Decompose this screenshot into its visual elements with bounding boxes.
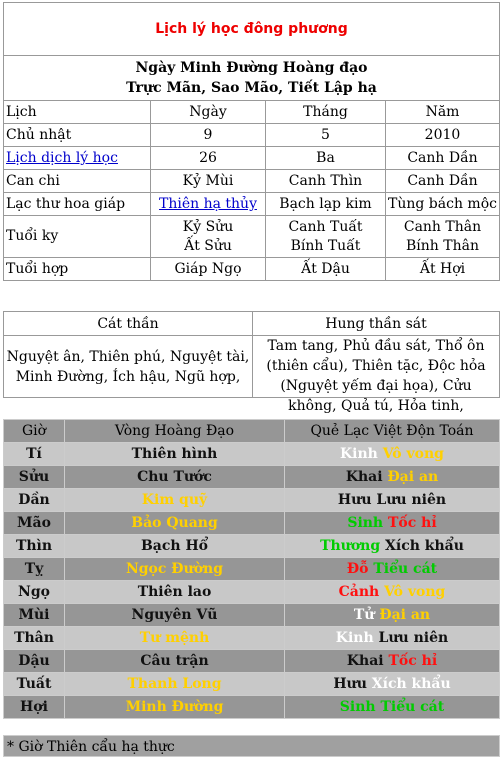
- que-part-2: Tiểu cát: [380, 699, 445, 715]
- can-chi-day: Kỷ Mùi: [151, 170, 266, 193]
- lac-viet-result: [285, 650, 500, 673]
- que-part-1: Kinh: [335, 630, 374, 646]
- que-part-1: Sinh: [347, 515, 384, 531]
- tuoi-ky-day: Kỷ Sửu Ất Sửu: [151, 216, 266, 258]
- que-part-1: Tử: [353, 607, 375, 623]
- lunar-calendar-link[interactable]: Lịch dịch lý học: [6, 150, 118, 166]
- table-row: [4, 258, 500, 281]
- day-value: 9: [151, 124, 266, 147]
- table-row: [4, 466, 500, 489]
- hour-name: Mùi: [4, 604, 65, 627]
- tuoi-hop-label: Tuổi hợp: [4, 258, 151, 281]
- que-part-1: Hưu: [333, 676, 367, 692]
- lac-thu-label: Lạc thư hoa giáp: [4, 193, 151, 216]
- day-type: Ngày Minh Đường Hoàng đạo: [135, 60, 368, 76]
- table-row: [4, 581, 500, 604]
- table-row: [4, 443, 500, 466]
- que-part-1: Khai: [345, 469, 383, 485]
- table-row: [4, 535, 500, 558]
- hung-than-header: Hung thần sát: [253, 312, 500, 336]
- que-part-2: Tốc hỉ: [388, 515, 437, 531]
- lac-viet-result: [285, 604, 500, 627]
- cat-than-list: Nguyệt ân, Thiên phú, Nguyệt tài, Minh Đường, Ích hậu, Ngũ hợp,: [4, 336, 253, 398]
- footnote: * Giờ Thiên cẩu hạ thực: [3, 735, 500, 757]
- hour-name: Dần: [4, 489, 65, 512]
- hoang-dao-star: Tư mệnh: [65, 627, 285, 650]
- tuoi-ky-year: Canh Thân Bính Thân: [386, 216, 500, 258]
- day-summary: [4, 56, 500, 101]
- hours-table: [3, 419, 500, 719]
- lac-viet-result: [285, 581, 500, 604]
- hoang-dao-star: Thiên lao: [65, 581, 285, 604]
- que-part-2: Tiểu cát: [373, 561, 438, 577]
- lac-viet-result: [285, 696, 500, 719]
- hoang-dao-star: Nguyên Vũ: [65, 604, 285, 627]
- lunar-month: Ba: [266, 147, 386, 170]
- hour-name: Mão: [4, 512, 65, 535]
- hoang-dao-star: Chu Tước: [65, 466, 285, 489]
- table-row: [4, 627, 500, 650]
- can-chi-month: Canh Thìn: [266, 170, 386, 193]
- hour-header: Giờ: [4, 420, 65, 443]
- que-part-1: Cảnh: [338, 584, 380, 600]
- lac-thu-day-link[interactable]: Thiên hạ thủy: [159, 196, 257, 212]
- table-row: [4, 558, 500, 581]
- table-row: [4, 673, 500, 696]
- que-part-2: Đại an: [387, 469, 439, 485]
- lunar-year: Canh Dần: [386, 147, 500, 170]
- hoang-dao-star: Thiên hình: [65, 443, 285, 466]
- hour-name: Dậu: [4, 650, 65, 673]
- que-part-2: Đại an: [379, 607, 431, 623]
- can-chi-year: Canh Dần: [386, 170, 500, 193]
- header-label: Lịch: [4, 101, 151, 124]
- que-part-2: Lưu niên: [376, 492, 447, 508]
- lac-viet-result: [285, 558, 500, 581]
- day-details: Trực Mãn, Sao Mão, Tiết Lập hạ: [126, 80, 377, 96]
- tuoi-ky-month: Canh Tuất Bính Tuất: [266, 216, 386, 258]
- table-row: [4, 512, 500, 535]
- hoang-dao-star: Thanh Long: [65, 673, 285, 696]
- tuoi-hop-day: Giáp Ngọ: [151, 258, 266, 281]
- lac-viet-result: [285, 673, 500, 696]
- que-part-1: Thương: [320, 538, 381, 554]
- table-row: [4, 216, 500, 258]
- que-part-2: Xích khẩu: [371, 676, 451, 692]
- lac-thu-month: Bạch lạp kim: [266, 193, 386, 216]
- table-row: [4, 489, 500, 512]
- hoang-dao-star: Câu trận: [65, 650, 285, 673]
- lac-viet-result: [285, 512, 500, 535]
- lac-viet-result: [285, 627, 500, 650]
- lac-viet-result: [285, 489, 500, 512]
- que-part-1: Sinh: [339, 699, 376, 715]
- page-title: Lịch lý học đông phương: [4, 3, 500, 56]
- gods-table: [3, 311, 500, 414]
- hoang-dao-star: Bảo Quang: [65, 512, 285, 535]
- tuoi-hop-year: Ất Hợi: [386, 258, 500, 281]
- can-chi-label: Can chi: [4, 170, 151, 193]
- que-part-2: Vô vong: [382, 446, 444, 462]
- que-part-2: Tốc hỉ: [388, 653, 438, 669]
- hour-name: Tuất: [4, 673, 65, 696]
- table-row: [4, 604, 500, 627]
- header-month: Tháng: [266, 101, 386, 124]
- hung-than-list: Tam tang, Phủ đầu sát, Thổ ôn (thiên cẩu), Thiên tặc, Độc hỏa (Nguyệt yếm đại họa), Cửu không, Quả tú, Hỏa tinh,: [253, 336, 500, 398]
- hour-name: Tí: [4, 443, 65, 466]
- lac-viet-result: [285, 443, 500, 466]
- calendar-info-table: [3, 2, 500, 281]
- table-row: [4, 147, 500, 170]
- que-part-1: Khai: [346, 653, 384, 669]
- que-part-2: Vô vong: [384, 584, 446, 600]
- tuoi-hop-month: Ất Dậu: [266, 258, 386, 281]
- table-row: [4, 650, 500, 673]
- hoang-dao-star: Minh Đường: [65, 696, 285, 719]
- hoang-dao-star: Ngọc Đường: [65, 558, 285, 581]
- table-row: [4, 101, 500, 124]
- lac-viet-result: [285, 466, 500, 489]
- lac-viet-result: [285, 535, 500, 558]
- hour-name: Sửu: [4, 466, 65, 489]
- hour-name: Tỵ: [4, 558, 65, 581]
- tuoi-ky-label: Tuổi ky: [4, 216, 151, 258]
- hour-name: Hợi: [4, 696, 65, 719]
- que-part-1: Hưu: [337, 492, 372, 508]
- year-value: 2010: [386, 124, 500, 147]
- hoang-dao-star: Bạch Hổ: [65, 535, 285, 558]
- que-part-2: Lưu niên: [378, 630, 449, 646]
- hour-name: Ngọ: [4, 581, 65, 604]
- hoang-dao-header: Vòng Hoàng Đạo: [65, 420, 285, 443]
- header-year: Năm: [386, 101, 500, 124]
- table-row: [4, 193, 500, 216]
- hour-name: Thìn: [4, 535, 65, 558]
- que-part-1: Kinh: [340, 446, 378, 462]
- hoang-dao-star: Kim quỹ: [65, 489, 285, 512]
- table-row: [4, 124, 500, 147]
- que-part-2: Xích khẩu: [385, 538, 464, 554]
- header-day: Ngày: [151, 101, 266, 124]
- lunar-day: 26: [151, 147, 266, 170]
- que-part-1: Đỗ: [346, 561, 369, 577]
- cat-than-header: Cát thần: [4, 312, 253, 336]
- month-value: 5: [266, 124, 386, 147]
- lac-thu-year: Tùng bách mộc: [386, 193, 500, 216]
- table-row: [4, 696, 500, 719]
- hour-name: Thân: [4, 627, 65, 650]
- weekday-label: Chủ nhật: [4, 124, 151, 147]
- table-row: [4, 170, 500, 193]
- lac-viet-header: Quẻ Lạc Việt Độn Toán: [285, 420, 500, 443]
